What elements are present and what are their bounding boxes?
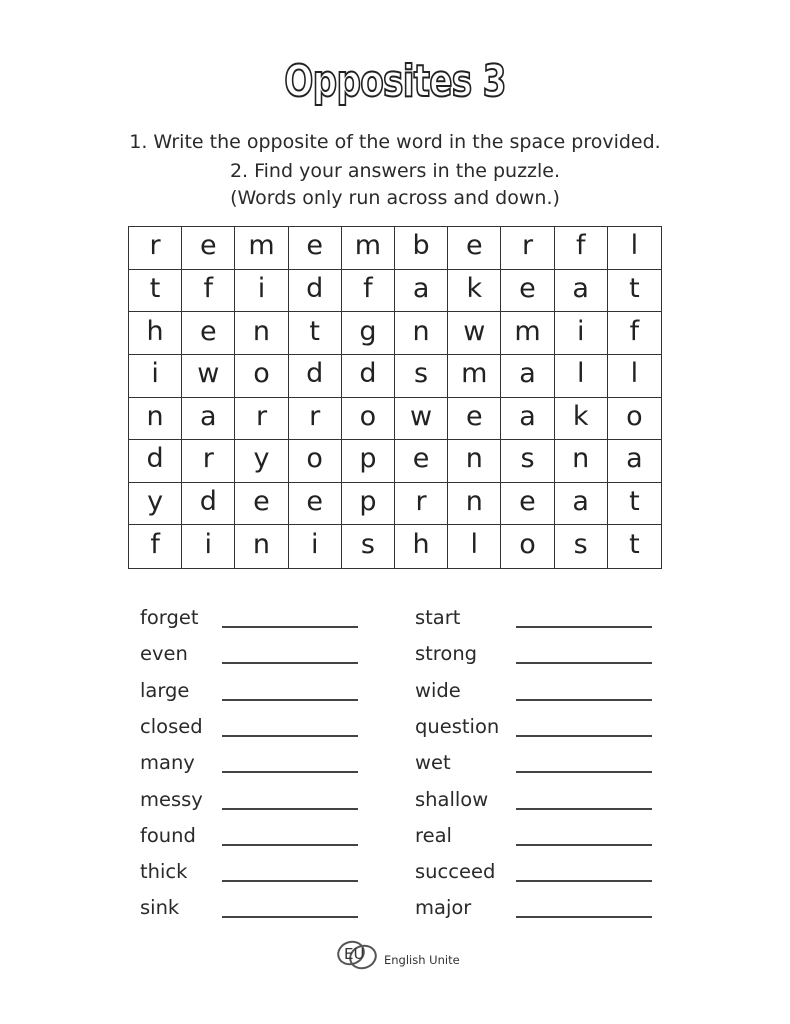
puzzle-cell[interactable]: e	[501, 270, 554, 313]
word-search-grid	[128, 226, 662, 569]
puzzle-cell[interactable]: t	[629, 529, 640, 561]
puzzle-cell[interactable]: s	[555, 525, 608, 568]
puzzle-cell[interactable]: n	[448, 483, 501, 526]
puzzle-cell[interactable]: n	[448, 440, 501, 483]
puzzle-cell[interactable]: e	[448, 398, 501, 441]
answer-blank-line[interactable]	[222, 808, 358, 810]
instruction-3: (Words only run across and down.)	[230, 187, 560, 209]
puzzle-cell[interactable]: a	[555, 483, 608, 526]
answer-blank-line[interactable]	[222, 662, 358, 664]
puzzle-cell[interactable]: r	[501, 227, 554, 270]
word-prompt: found	[140, 823, 196, 847]
answer-blank-line[interactable]	[222, 771, 358, 773]
puzzle-cell[interactable]: f	[608, 312, 661, 355]
answer-blank-line[interactable]	[516, 735, 652, 737]
puzzle-cell[interactable]: f	[555, 227, 608, 270]
word-prompt: wide	[415, 678, 461, 702]
english-unite-logo-icon	[334, 938, 382, 972]
puzzle-cell[interactable]: e	[182, 312, 235, 355]
puzzle-cell[interactable]: e	[448, 227, 501, 270]
puzzle-cell[interactable]: l	[608, 227, 661, 270]
puzzle-cell[interactable]: d	[289, 270, 342, 313]
puzzle-cell[interactable]: n	[395, 312, 448, 355]
puzzle-cell[interactable]: d	[182, 483, 235, 526]
puzzle-cell[interactable]: y	[129, 483, 182, 526]
puzzle-cell[interactable]: r	[395, 483, 448, 526]
answer-blank-line[interactable]	[222, 916, 358, 918]
page-title: Opposites 3	[284, 56, 506, 107]
puzzle-cell[interactable]: e	[501, 483, 554, 526]
puzzle-cell[interactable]: g	[342, 312, 395, 355]
puzzle-cell[interactable]: l	[448, 525, 501, 568]
instruction-1: 1. Write the opposite of the word in the space provided.	[129, 131, 661, 153]
answer-blank-line[interactable]	[222, 699, 358, 701]
word-prompt: succeed	[415, 860, 496, 884]
puzzle-cell[interactable]: e	[289, 483, 342, 526]
puzzle-cell[interactable]: e	[289, 227, 342, 270]
puzzle-cell[interactable]: l	[555, 355, 608, 398]
footer	[334, 938, 460, 972]
puzzle-cell[interactable]: n	[235, 525, 288, 568]
puzzle-cell[interactable]: s	[395, 355, 448, 398]
puzzle-cell[interactable]: w	[182, 355, 235, 398]
puzzle-cell[interactable]: f	[129, 525, 182, 568]
puzzle-cell[interactable]: o	[235, 355, 288, 398]
puzzle-cell[interactable]: e	[395, 440, 448, 483]
puzzle-cell[interactable]: m	[448, 355, 501, 398]
puzzle-cell[interactable]: a	[501, 398, 554, 441]
puzzle-cell[interactable]: a	[555, 270, 608, 313]
word-prompt: major	[415, 896, 472, 920]
puzzle-cell[interactable]: e	[235, 483, 288, 526]
puzzle-cell[interactable]: a	[608, 440, 661, 483]
word-prompt: closed	[140, 714, 203, 738]
word-prompt: real	[415, 823, 452, 847]
puzzle-cell[interactable]: r	[289, 398, 342, 441]
puzzle-cell[interactable]: h	[395, 525, 448, 568]
word-prompt: wet	[415, 751, 451, 775]
svg-text:EU: EU	[344, 945, 365, 963]
word-prompt: sink	[140, 896, 180, 920]
puzzle-cell[interactable]: n	[235, 312, 288, 355]
puzzle-cell[interactable]: d	[342, 355, 395, 398]
word-prompt: many	[140, 751, 195, 775]
word-prompt: messy	[140, 787, 203, 811]
puzzle-cell[interactable]: h	[129, 312, 182, 355]
puzzle-cell[interactable]: t	[289, 312, 342, 355]
puzzle-cell[interactable]: m	[501, 312, 554, 355]
word-prompt: shallow	[415, 787, 489, 811]
puzzle-cell[interactable]: f	[342, 270, 395, 313]
puzzle-cell[interactable]: m	[235, 227, 288, 270]
puzzle-cell[interactable]: l	[608, 355, 661, 398]
answer-blank-line[interactable]	[516, 626, 652, 628]
puzzle-cell[interactable]: t	[608, 270, 661, 313]
word-prompt: large	[140, 678, 190, 702]
answer-blank-line[interactable]	[516, 699, 652, 701]
puzzle-cell[interactable]: p	[342, 483, 395, 526]
puzzle-cell[interactable]: o	[608, 398, 661, 441]
answer-blank-line[interactable]	[516, 916, 652, 918]
puzzle-cell[interactable]: o	[342, 398, 395, 441]
puzzle-cell[interactable]: d	[129, 440, 182, 483]
puzzle-cell[interactable]: r	[182, 440, 235, 483]
puzzle-cell[interactable]: k	[555, 398, 608, 441]
puzzle-cell[interactable]: b	[395, 227, 448, 270]
puzzle-cell[interactable]: i	[235, 270, 288, 313]
puzzle-cell[interactable]: s	[342, 525, 395, 568]
puzzle-cell[interactable]: d	[289, 355, 342, 398]
word-prompt: thick	[140, 860, 188, 884]
puzzle-cell[interactable]: i	[129, 355, 182, 398]
answer-blank-line[interactable]	[222, 880, 358, 882]
answer-blank-line[interactable]	[516, 771, 652, 773]
puzzle-cell[interactable]: s	[501, 440, 554, 483]
puzzle-cell[interactable]: a	[501, 355, 554, 398]
answer-blank-line[interactable]	[516, 880, 652, 882]
puzzle-cell[interactable]: p	[342, 440, 395, 483]
puzzle-cell[interactable]: t	[608, 483, 661, 526]
puzzle-cell[interactable]: k	[448, 270, 501, 313]
puzzle-cell[interactable]: r	[235, 398, 288, 441]
puzzle-cell[interactable]: r	[129, 227, 182, 270]
answer-blank-line[interactable]	[222, 626, 358, 628]
word-prompt: forget	[140, 606, 199, 629]
puzzle-cell[interactable]: n	[129, 398, 182, 441]
brand-name: English Unite	[384, 953, 460, 967]
puzzle-cell[interactable]: i	[289, 525, 342, 568]
answer-blank-line[interactable]	[516, 808, 652, 810]
instruction-2: 2. Find your answers in the puzzle.	[229, 160, 561, 182]
word-prompt: question	[415, 714, 500, 738]
puzzle-cell[interactable]: i	[182, 525, 235, 568]
puzzle-cell[interactable]: a	[182, 398, 235, 441]
puzzle-cell[interactable]: o	[289, 440, 342, 483]
puzzle-cell[interactable]: e	[182, 227, 235, 270]
puzzle-cell[interactable]: t	[129, 270, 182, 313]
answer-blank-line[interactable]	[222, 735, 358, 737]
puzzle-cell[interactable]: w	[395, 398, 448, 441]
answer-blank-line[interactable]	[516, 662, 652, 664]
puzzle-cell[interactable]: f	[182, 270, 235, 313]
puzzle-cell[interactable]: i	[555, 312, 608, 355]
answer-blank-line[interactable]	[222, 844, 358, 846]
puzzle-cell[interactable]: y	[235, 440, 288, 483]
puzzle-cell[interactable]: w	[448, 312, 501, 355]
puzzle-cell[interactable]: a	[395, 270, 448, 313]
puzzle-cell[interactable]: m	[342, 227, 395, 270]
puzzle-cell[interactable]: o	[501, 525, 554, 568]
word-prompt: strong	[415, 642, 478, 666]
answer-blank-line[interactable]	[516, 844, 652, 846]
word-prompt: start	[415, 606, 461, 629]
puzzle-cell[interactable]: n	[555, 440, 608, 483]
word-prompt: even	[140, 642, 188, 666]
